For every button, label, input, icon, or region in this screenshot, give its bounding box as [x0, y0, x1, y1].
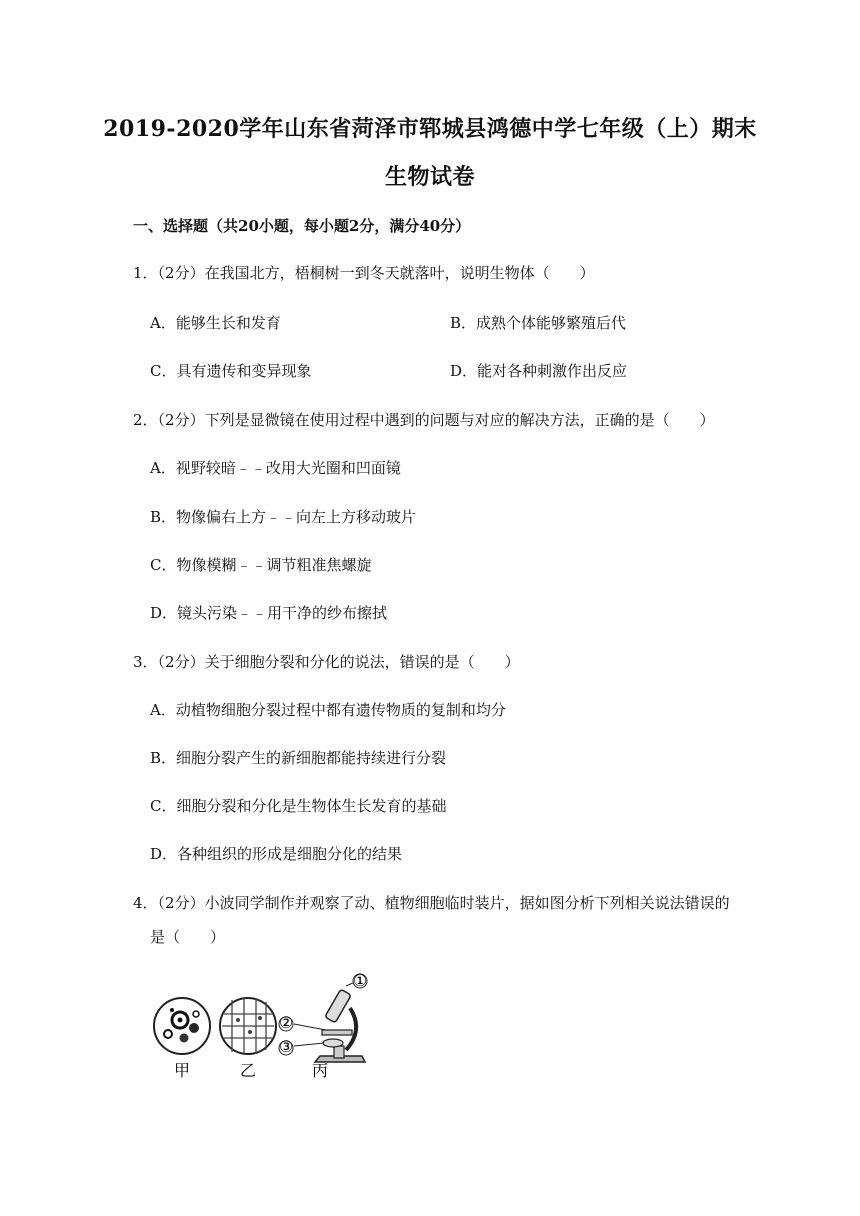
question-3-option-a: A．动植物细胞分裂过程中都有遗传物质的复制和均分: [150, 701, 506, 719]
figure-label-jia: 甲: [173, 1061, 191, 1080]
section-heading: 一、选择题（共20小题，每小题2分，满分40分）: [133, 217, 471, 235]
question-1-option-b: B．成熟个体能够繁殖后代: [450, 314, 627, 332]
question-4-stem-line1: 4．（2分）小波同学制作并观察了动、植物细胞临时装片，据如图分析下列相关说法错误的: [133, 894, 730, 912]
question-1-option-c: C．具有遗传和变异现象: [150, 362, 312, 380]
question-1-option-d: D．能对各种刺激作出反应: [450, 362, 628, 380]
plant-cell-view-icon: [220, 998, 276, 1054]
question-2-option-d: D．镜头污染﹣﹣用干净的纱布擦拭: [150, 604, 388, 622]
question-2-option-a: A．视野较暗﹣﹣改用大光圈和凹面镜: [150, 459, 401, 477]
question-2-option-b: B．物像偏右上方﹣﹣向左上方移动玻片: [150, 508, 417, 526]
question-3-option-d: D．各种组织的形成是细胞分化的结果: [150, 845, 403, 863]
marker-1: ①: [352, 971, 368, 990]
cell-microscope-figure: [150, 970, 380, 1080]
question-3-stem: 3．（2分）关于细胞分裂和分化的说法，错误的是（ ）: [133, 653, 520, 671]
figure-label-yi: 乙: [239, 1061, 257, 1080]
question-3-option-b: B．细胞分裂产生的新细胞都能持续进行分裂: [150, 749, 447, 767]
exam-title-line1: 2019-2020学年山东省菏泽市郓城县鸿德中学七年级（上）期末: [103, 116, 757, 142]
question-2-stem: 2．（2分）下列是显微镜在使用过程中遇到的问题与对应的解决方法，正确的是（ ）: [133, 411, 715, 429]
marker-2: ②: [278, 1013, 294, 1032]
question-3-option-c: C．细胞分裂和分化是生物体生长发育的基础: [150, 797, 447, 815]
question-1-option-a: A．能够生长和发育: [150, 314, 281, 332]
question-2-option-c: C．物像模糊﹣﹣调节粗准焦螺旋: [150, 556, 372, 574]
exam-title-line2: 生物试卷: [384, 164, 475, 190]
question-1-stem: 1．（2分）在我国北方，梧桐树一到冬天就落叶，说明生物体（ ）: [133, 264, 595, 282]
question-4-stem-line2: 是（ ）: [150, 928, 226, 946]
figure-label-bing: 丙: [311, 1061, 329, 1080]
marker-3: ③: [278, 1037, 294, 1056]
animal-cell-view-icon: [154, 998, 210, 1054]
